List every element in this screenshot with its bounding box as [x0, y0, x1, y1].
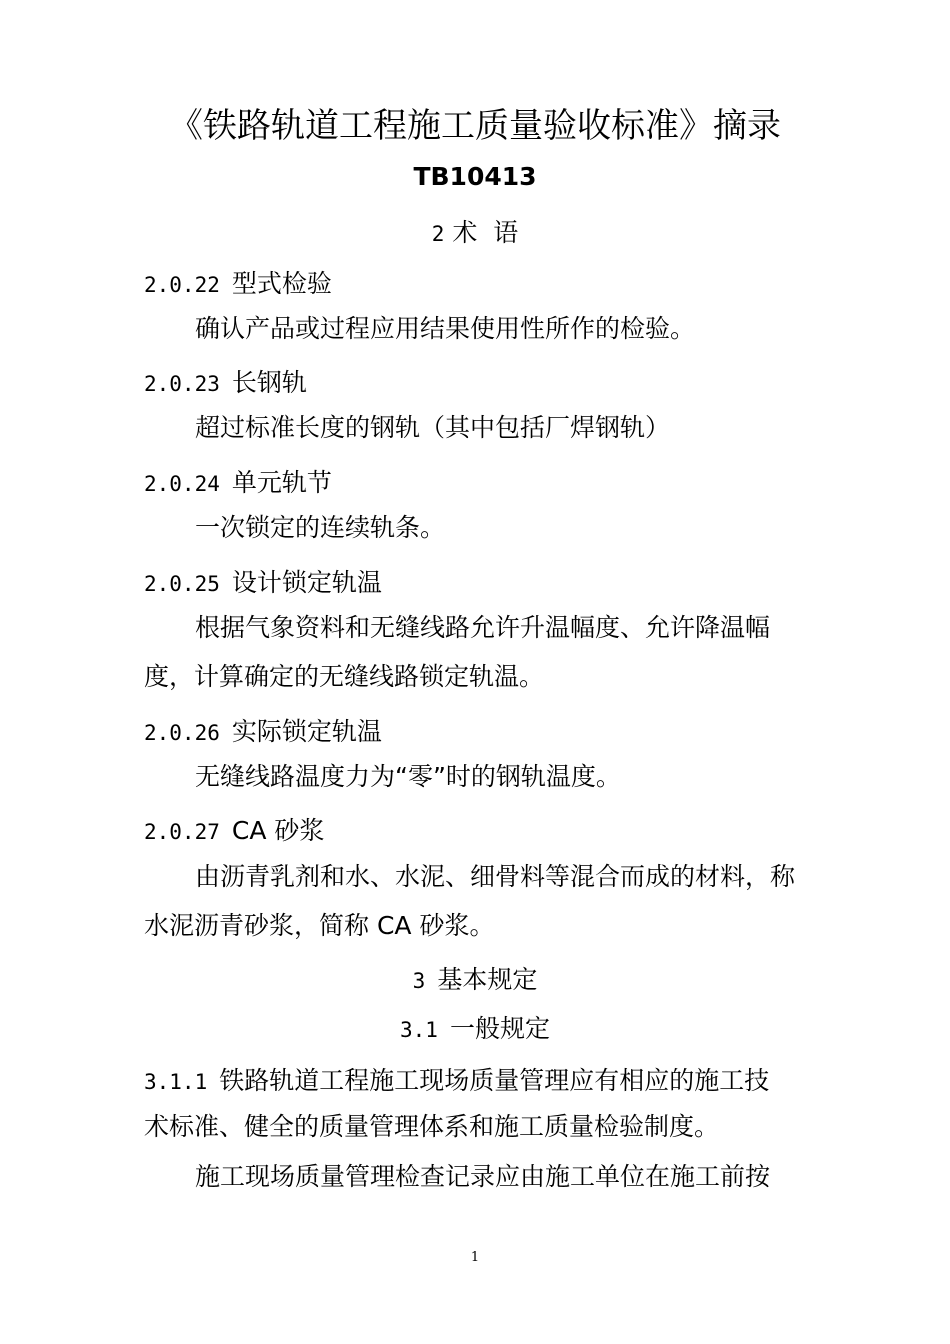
term-definition-continued: 度，计算确定的无缝线路锁定轨温。	[144, 662, 545, 691]
document-title: 《铁路轨道工程施工质量验收标准》摘录	[169, 106, 781, 146]
term-name: CA 砂浆	[231, 816, 325, 845]
term-number: 2.0.26	[144, 721, 220, 745]
chapter-3-title: 基本规定	[437, 965, 538, 994]
term-number: 2.0.22	[144, 273, 220, 297]
chapter-2-title: 术 语	[452, 218, 519, 247]
chapter-2-heading	[0, 216, 950, 251]
term-definition: 由沥青乳剂和水、水泥、细骨料等混合而成的材料，称	[195, 862, 796, 891]
term-heading-2-0-25	[144, 566, 808, 601]
term-name: 实际锁定轨温	[231, 717, 382, 746]
term-heading-2-0-26	[144, 715, 808, 750]
term-heading-2-0-22	[144, 267, 808, 302]
term-heading-2-0-24	[144, 466, 808, 501]
term-heading-2-0-27	[144, 814, 808, 849]
standard-code: TB10413	[413, 162, 537, 191]
term-heading-2-0-23	[144, 366, 808, 401]
clause-number: 3.1.1	[144, 1070, 208, 1094]
chapter-3-heading	[0, 963, 950, 998]
section-3-1-title: 一般规定	[449, 1014, 550, 1043]
term-name: 单元轨节	[231, 468, 332, 497]
section-3-1-heading	[0, 1012, 950, 1047]
term-number: 2.0.27	[144, 820, 220, 844]
term-name: 设计锁定轨温	[231, 568, 382, 597]
term-number: 2.0.23	[144, 372, 220, 396]
chapter-2-number: 2	[431, 222, 445, 246]
term-name: 型式检验	[231, 269, 332, 298]
term-definition: 无缝线路温度力为“零”时的钢轨温度。	[195, 762, 621, 791]
clause-text-continued: 术标准、健全的质量管理体系和施工质量检验制度。	[144, 1112, 720, 1141]
term-definition: 根据气象资料和无缝线路允许升温幅度、允许降温幅	[195, 613, 771, 642]
clause-text: 铁路轨道工程施工现场质量管理应有相应的施工技	[219, 1066, 770, 1095]
term-number: 2.0.24	[144, 472, 220, 496]
term-name: 长钢轨	[231, 368, 307, 397]
clause-paragraph: 施工现场质量管理检查记录应由施工单位在施工前按	[195, 1162, 771, 1191]
term-definition: 一次锁定的连续轨条。	[195, 513, 446, 542]
term-definition-continued: 水泥沥青砂浆，简称 CA 砂浆。	[144, 911, 495, 940]
clause-3-1-1	[144, 1064, 808, 1099]
page-number: 1	[470, 1250, 480, 1265]
section-3-1-number: 3.1	[400, 1018, 438, 1042]
term-number: 2.0.25	[144, 572, 220, 596]
term-definition: 确认产品或过程应用结果使用性所作的检验。	[195, 314, 696, 343]
term-definition: 超过标准长度的钢轨（其中包括厂焊钢轨）	[195, 413, 671, 442]
chapter-3-number: 3	[412, 969, 426, 993]
